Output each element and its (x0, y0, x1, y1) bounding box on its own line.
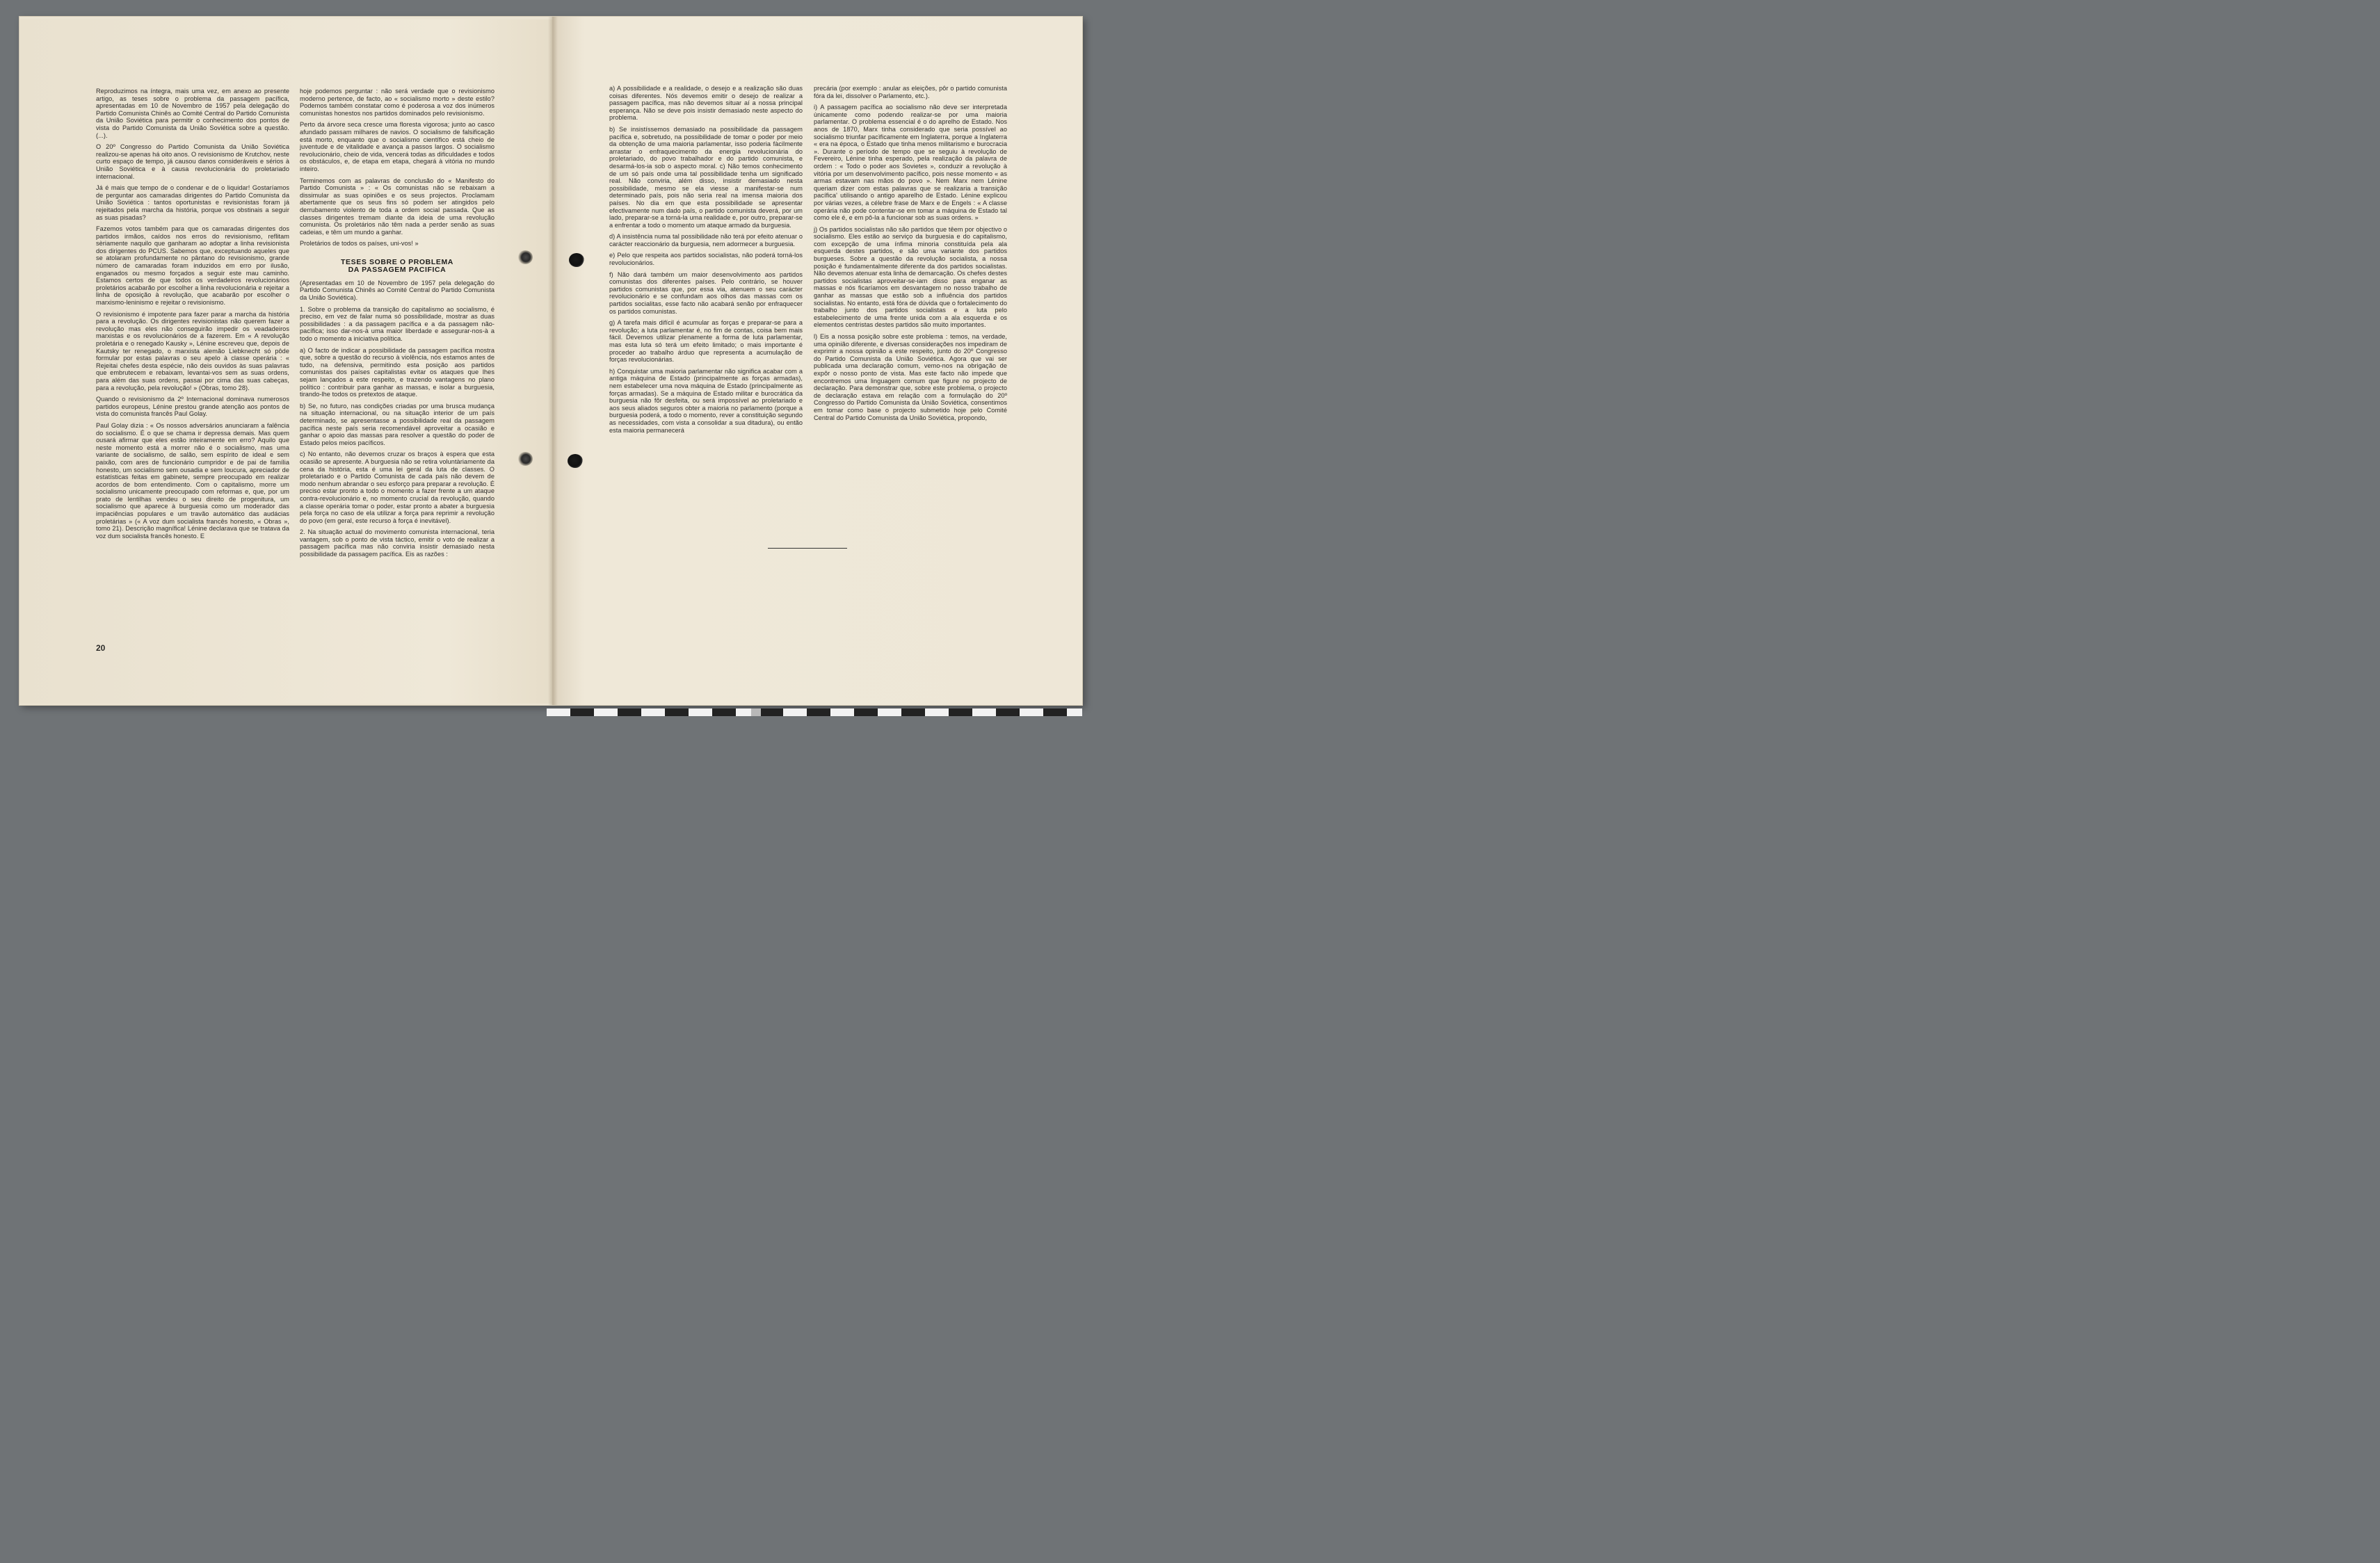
paragraph: e) Pelo que respeita aos partidos socialistas, não poderá torná-los revolucionários. (609, 252, 803, 267)
paragraph: l) Eis a nossa posição sobre este problema : temos, na verdade, uma opinião diferente, e diversas considerações nos impediram de exprimir a nossa opinião a este respeito, junto do 20º Congresso do Partido Comunista da União Soviética. Agora que vai ser publicada uma declaração comum, vemo-nos na obrigação de expôr o nosso ponto de vista. Mas este facto não impede que encontremos uma linguagem comum que figure no projecto de declaração. Para demonstrar que, sobre este problema, o projecto de declaração estava em relação com a formulação do 20º Congresso do Partido Comunista da União Soviética, consentimos em tomar como base o projecto submetido hoje pelo Comité Central do Partido Comunista da União Soviética, propondo, (814, 333, 1007, 421)
book-spread (19, 17, 1082, 705)
section-heading-line-1: TESES SOBRE O PROBLEMA (341, 257, 453, 266)
paragraph: O 20º Congresso do Partido Comunista da União Soviética realizou-se apenas há oito anos. O revisionismo de Krutchov, neste curto espaço de tempo, já causou danos consideráveis e sérios à União Soviética e à causa revolucionária do proletariado internacional. (96, 143, 289, 180)
section-heading (300, 259, 495, 274)
right-page-column-2 (814, 85, 1007, 426)
scale-ruler (547, 708, 1082, 716)
paragraph: Terminemos com as palavras de conclusão do « Manifesto do Partido Comunista » : « Os comunistas não se rebaixam a dissimular as suas opiniões e os seus projectos. Proclamam abertamente que os seus fins só podem ser atingidos pelo derrubamento violento de toda a ordem social passada. Que as classes dirigentes tremam diante da ideia de uma revolução comunista. Os proletários não têm nada a perder senão as suas cadeias, e têm um mundo a ganhar. (300, 177, 495, 236)
paragraph: b) Se insistíssemos demasiado na possibilidade da passagem pacífica e, sobretudo, na possibilidade de tomar o poder por meio da obtenção de uma maioria parlamentar, isso poderia fàcilmente arrastar o enfraquecimento da energia revolucionária do proletariado, do povo trabalhador e do partido comunista, e desarmá-los-ia sob o aspecto moral. c) Não temos conhecimento de um só país onde uma tal possibilidade tenha um significado real. Não conviria, além disso, insistir demasiado nesta possibilidade, mesmo se ela viesse a manifestar-se num determinado país, pois não seria real na imensa maioria dos países. No dia em que esta possibilidade se apresentar efectivamente num dado país, o partido comunista deverá, por um lado, preparar-se a torná-la uma realidade e, por outro, preparar-se a enfrentar a todo o momento um ataque armado da burguesia. (609, 125, 803, 229)
binding-hole-icon (517, 452, 533, 466)
paragraph: b) Se, no futuro, nas condições criadas por uma brusca mudança na situação internacional, ou na situação interior de um país determinado, se apresentasse a possibilidade real da passagem pacífica neste país seria recomendável aproveitar a ocasião e ganhar o apoio das massas para resolver a questão do poder de Estado pelos meios pacíficos. (300, 402, 495, 446)
paragraph: Fazemos votos também para que os camaradas dirigentes dos partidos irmãos, caídos nos erros do revisionismo, reflitam sèriamente naquilo que ganharam ao adoptar a linha revisionista dos dirigentes do PCUS. Sabemos que, exceptuando aqueles que se atolaram profundamente no pântano do revisionismo, grande número de camaradas foram induzidos em erro por ilusão, enganados ou mesmo forçados a seguir este mau caminho. Estamos certos de que todos os verdadeiros revolucionários proletários acabarão por escolher a linha revolucionária e rejeitar a linha de oposição à revolução, que acabarão por escolher o marxismo-leninismo e rejeitar o revisionismo. (96, 225, 289, 307)
paragraph: 1. Sobre o problema da transição do capitalismo ao socialismo, é preciso, em vez de falar numa só possibilidade, mostrar as duas possibilidades : a da passagem pacífica e a da passagem não-pacífica; isso dar-nos-à uma maior liberdade e assegurar-nos-à a todo o momento a iniciativa política. (300, 305, 495, 343)
paragraph: hoje podemos perguntar : não será verdade que o revisionismo moderno pertence, de facto, ao « socialismo morto » deste estilo? Podemos também constatar como é poderosa a voz dos inúmeros comunistas honestos nos partidos dominados pelo revisionismo. (300, 88, 495, 117)
paragraph: a) O facto de indicar a possibilidade da passagem pacífica mostra que, sobre a questão do recurso à violência, nós estamos antes de tudo, na defensiva, permitindo esta posição aos partidos comunistas dos países capitalistas evitar os ataques que lhes sejam lançados a este respeito, e trazendo vantagens no plano político : contribuir para ganhar as massas, e isolar a burguesia, tirando-lhe todos os pretextos de ataque. (300, 346, 495, 398)
paragraph: Reproduzimos na íntegra, mais uma vez, em anexo ao presente artigo, as teses sobre o problema da passagem pacífica, apresentadas em 10 de Novembro de 1957 pela delegação do Partido Comunista Chinês ao Comité Central do Partido Comunista da União Soviética para permitir o conhecimento dos pontos de vista do Partido Comunista da União Soviética sobre a questão. (...). (96, 88, 289, 139)
paragraph: f) Não dará também um maior desenvolvimento aos partidos comunistas dos diferentes países. Pelo contrário, se houver partidos comunistas que, por essa via, atenuem o seu carácter revolucionário e se confundam aos olhos das massas com os partidos socialitas, esse facto não acabará senão por enfraquecer os partidos comunistas. (609, 270, 803, 315)
paragraph: Paul Golay dizia : « Os nossos adversários anunciaram a falência do socialismo. É o que se chama ir depressa demais. Mas quem ousará afirmar que eles estão inteiramente em erro? Aquilo que neste momento está a morrer não é o socialismo, mas uma variante de socialismo, de salão, sem espírito de ideal e sem paixão, com ares de funcionário cumpridor e de pai de família honesto, um socialismo sem ousadia e sem loucura, apreciador de estatísticas feitas em gabinete, sempre preocupado em realizar acordos de bom entendimento. Com o capitalismo, morre um socialismo unicamente preocupado com reformas e, que, por um prato de lentilhas vendeu o seu direito de progenitura, um socialismo que aparece à burguesia como um moderador das impaciências populares e um travão automático das audácias proletárias » (« A voz dum socialista francês honesto, « Obras », tomo 21). Descrição magnífica! Lénine declarava que se tratava da voz dum socialista francês honesto. E (96, 421, 289, 540)
paragraph: 2. Na situação actual do movimento comunista internacional, teria vantagem, sob o ponto de vista táctico, emitir o voto de realizar a passagem pacífica mas não conviria insistir demasiado nesta possibilidade da passagem pacífica. Eis as razões : (300, 528, 495, 558)
paragraph: i) A passagem pacífica ao socialismo não deve ser interpretada ùnicamente como podendo realizar-se por uma maioria parlamentar. O problema essencial é o do aprelho de Estado. Nos anos de 1870, Marx tinha considerado que seria possível ao socialismo triunfar pacìficamente em Inglaterra, porque a Inglaterra « era na época, o Estado que tinha menos militarismo e burocracia ». Durante o período de tempo que se seguiu à revolução de Fevereiro, Lénine tinha esperado, pela realização da palavra de ordem : « Todo o poder aos Sovietes », conduzir a revolução à vitória por um desenvolvimento pacífico, pois nesse momento « as armas estavam nas mãos do povo ». Nem Marx nem Lénine queriam dizer com estas palavras que se realizaria a transição pacífica' utilisando o antigo aparelho de Estado. Lénine explicou por várias vezes, a célebre frase de Marx e de Engels : « A classe operária não pode contentar-se em tomar a máquina de Estado tal como ele é, e em pô-la a funcionar sob as suas ordens. » (814, 104, 1007, 222)
binding-hole-icon (517, 250, 533, 264)
scale-ruler-marker (751, 708, 761, 716)
left-page-column-2 (300, 88, 495, 562)
paragraph: Proletários de todos os países, uni-vos! » (300, 240, 419, 248)
paragraph: precária (por exemplo : anular as eleições, pôr o partido comunista fóra da lei, dissolver o Parlamento, etc.). (814, 85, 1007, 99)
left-page-column-1 (96, 88, 289, 544)
paragraph: (Apresentadas em 10 de Novembro de 1957 pela delegação do Partido Comunista Chinês ao Comité Central do Partido Comunista da União Soviética). (300, 279, 495, 302)
book-gutter (548, 17, 558, 705)
section-heading-line-2: DA PASSAGEM PACIFICA (348, 265, 447, 274)
paragraph: j) Os partidos socialistas não são partidos que têem por objectivo o socialismo. Eles estão ao serviço da burguesia e do capitalismo, com excepção de uma ínfima minoria constituída pela ala esquerda destes partidos, e são uma variante dos partidos burgueses. Sobre a questão da revolução socialista, a nossa posição é fundamentalmente diferente da dos partidos socialistas. Não devemos atenuar esta linha de demarcação. Os chefes destes partidos socialistas aproveitar-se-iam disso para enganar as massas e nós ficaríamos em desvantagem no nosso trabalho de ganhar as massas que estão sob a influência dos partidos socialistas. No entanto, está fóra de dúvida que o fortalecimento do trabalho junto dos partidos socialistas e a luta pelo estabelecimento de uma frente unida com a ala esquerda e os elementos centristas destes partidos são muito importantes. (814, 225, 1007, 329)
paragraph: Quando o revisionismo da 2º Internacional dominava numerosos partidos europeus, Lénine prestou grande atenção aos pontos de vista do comunista francês Paul Golay. (96, 396, 289, 418)
paragraph: a) A possibilidade e a realidade, o desejo e a realização são duas coisas diferentes. Nós devemos emitir o desejo de realizar a passagem pacífica, mas não devemos situar aí a nossa principal esperança. Não se deve pois insistir demasiado neste aspecto do problema. (609, 85, 803, 122)
binding-hole-icon (568, 454, 583, 468)
paragraph: Já é mais que tempo de o condenar e de o liquidar! Gostaríamos de perguntar aos camaradas dirigentes do Partido Comunista da União Soviética : tantos oportunistas e revisionistas foram já rejeitados pela marcha da história, porque vos obstinais a seguir as suas pisadas? (96, 184, 289, 221)
page-number: 20 (96, 643, 106, 653)
paragraph: O revisionismo é impotente para fazer parar a marcha da história para a revolução. Os dirigentes revisionistas não querem fazer a revolução mas eles não conseguirão impedir os veadadeiros marxistas e os revolucionários de a fazerem. Em « A revolução proletária e o renegado Kausky », Lénine escreveu que, depois de Kautsky ter renegado, o marxista alemão Liebknecht só pôde formular por estas palavras o seu apelo à classe operária : « Rejeitai chefes desta espécie, não deis ouvidos às suas palavras que embrutecem e rebaixam, levantai-vos sem as suas ordens, para além das suas ordens, passai por cima das suas cabeças, para a revolução, pela revolução! » (Obras, tomo 28). (96, 310, 289, 391)
paragraph: d) A insistência numa tal possibilidade não terá por efeito atenuar o carácter reaccionário da burguesia, nem adormecer a burguesia. (609, 233, 803, 248)
paragraph: c) No entanto, não devemos cruzar os braços à espera que esta ocasião se apresente. A burguesia não se retira voluntàriamente da cena da história, esta é uma lei geral da luta de classes. O proletariado e o Partido Comunista de cada país não devem de modo nenhum abrandar o seu esforço para preparar a revolução. É preciso estar pronto a todo o momento a fazer frente a um ataque contra-revolucionário e, no momento crucial da revolução, quando a classe operária tomar o poder, estar pronto a abater a burguesia pela força no caso de ela utilizar a força para reprimir a revolução do povo (em geral, este recurso à força é inevitável). (300, 451, 495, 524)
end-rule (768, 548, 847, 549)
paragraph: g) A tarefa mais difícil é acumular as forças e preparar-se para a revolução; a luta parlamentar é, no fim de contas, coisa bem mais fácil. Devemos utilizar plenamente a forma de luta parlamentar, mas esta luta só terá um efeito limitado; o mais importante é proceder ao trabalho árduo que representa a acumulação de forças revolucionárias. (609, 319, 803, 364)
paragraph: h) Conquistar uma maioria parlamentar não significa acabar com a antiga máquina de Estado (principalmente as forças armadas), nem estabelecer uma nova máquina de Estado (principalmente as forças armadas). Se a máquina de Estado militar e burocrática da burguesia não fôr desfeita, ou será impossível ao proletariado e aos seus aliados seguros obter a maioria no parlamento (porque a burguesia poderá, a todo o momento, rever a constituição segundo as necessidades, com vista a consolidar a sua ditadura), ou então esta maioria permanecerá (609, 367, 803, 434)
left-page (19, 19, 552, 704)
paragraph: Perto da árvore seca cresce uma floresta vigorosa; junto ao casco afundado passam milhares de navios. O socialismo de falsificação está morto, enquanto que o socialismo científico está cheio de juventude e de vitalidade e avança a passos largos. O socialismo revolucionário, cheio de vida, vencerá todas as dificuldades e todos os obstáculos, e, de etapa em etapa, chegará à vitória no mundo inteiro. (300, 121, 495, 172)
right-page-column-1 (609, 85, 803, 438)
binding-hole-icon (569, 253, 584, 267)
